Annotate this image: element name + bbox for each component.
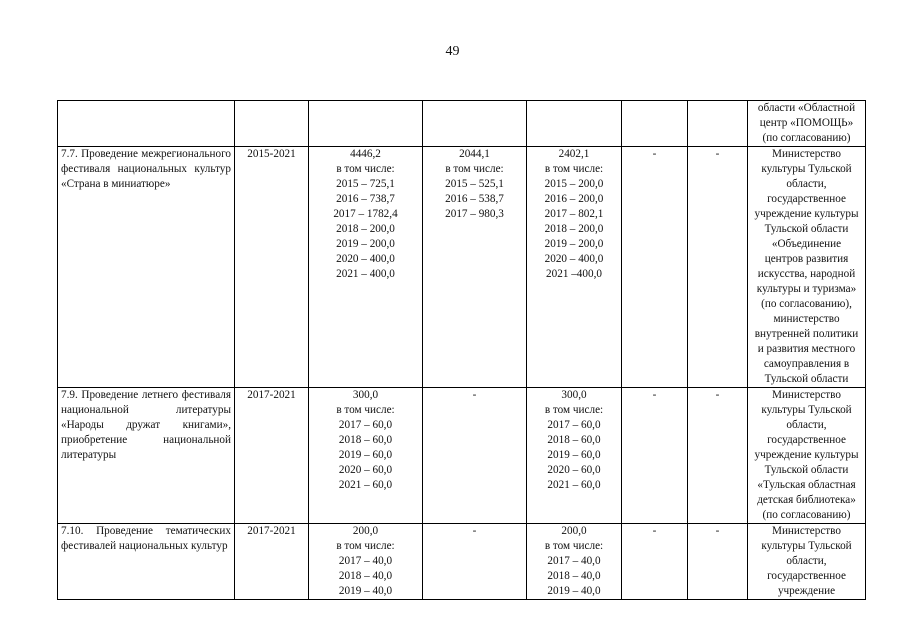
cell-line: 2018 – 60,0 <box>338 434 393 446</box>
cell-line: 2017 – 802,1 <box>544 208 604 220</box>
cell-local: - <box>622 147 688 388</box>
page-number: 49 <box>445 44 460 59</box>
cell-line: 2021 – 400,0 <box>336 268 395 280</box>
cell-line: в том числе: <box>544 404 604 416</box>
cell-line: - <box>472 389 477 401</box>
cell-line: 2019 – 40,0 <box>547 585 601 597</box>
cell-line: 2044,1 <box>459 148 490 160</box>
cell-line: 2016 – 538,7 <box>445 193 504 205</box>
cell-line: 2018 – 40,0 <box>547 570 601 582</box>
cell-line: (по согласованию) <box>762 509 851 521</box>
cell-total <box>309 524 423 600</box>
cell-line: 2015 – 525,1 <box>445 178 504 190</box>
cell-federal <box>423 524 527 600</box>
table-row <box>58 524 866 600</box>
cell-line: 2015 – 725,1 <box>336 178 395 190</box>
cell-total <box>309 388 423 524</box>
cell-line: Тульской области <box>764 464 849 476</box>
cell-line: культуры Тульской <box>761 540 852 552</box>
cell-line: искусства, народной <box>757 268 856 280</box>
cell-line: 2402,1 <box>558 148 590 160</box>
cell-line: самоуправления в <box>763 358 850 370</box>
cell-line: в том числе: <box>544 540 604 552</box>
cell-line: в том числе: <box>336 404 395 416</box>
cell-line: 2018 – 200,0 <box>544 223 604 235</box>
cell-line: учреждение <box>777 585 836 597</box>
cell-line: Тульской области <box>764 373 849 385</box>
cell-line: Министерство <box>772 389 841 401</box>
cell-line: в том числе: <box>336 163 395 175</box>
cell-line: области, <box>786 555 827 567</box>
cell-name: 7.7. Проведение межрегионального фестиваля национальных культур «Страна в миниатюре» <box>58 147 235 388</box>
cell-line: внутренней политики <box>754 328 859 340</box>
cell-regional <box>527 388 622 524</box>
cell-line: детская библиотека» <box>757 494 856 506</box>
cell-line: (по согласованию), <box>761 298 852 310</box>
cell-line: 2019 – 40,0 <box>338 585 393 597</box>
table-row <box>58 388 866 524</box>
cell-line: в том числе: <box>544 163 604 175</box>
cell-regional <box>527 101 622 147</box>
cell-federal <box>423 101 527 147</box>
cell-line: 2016 – 738,7 <box>336 193 395 205</box>
cell-responsible <box>748 147 866 388</box>
cell-other: - <box>688 524 748 600</box>
cell-line: 2017 – 980,3 <box>445 208 504 220</box>
cell-line: центров развития <box>764 253 849 265</box>
cell-line: культуры и туризма» <box>756 283 857 295</box>
cell-line: в том числе: <box>336 540 395 552</box>
cell-line: 2017 – 40,0 <box>338 555 393 567</box>
cell-line: - <box>472 525 477 537</box>
cell-federal <box>423 388 527 524</box>
cell-line: и развития местного <box>757 343 856 355</box>
cell-name <box>58 101 235 147</box>
cell-line: 2021 –400,0 <box>546 268 602 280</box>
cell-line: 2018 – 60,0 <box>547 434 601 446</box>
cell-name: 7.9. Проведение летнего фестиваля национальной литературы «Народы дружат книгами», приобретение национальной литературы <box>58 388 235 524</box>
cell-total <box>309 101 423 147</box>
cell-line: 200,0 <box>561 525 587 537</box>
cell-line: 2019 – 200,0 <box>544 238 604 250</box>
cell-line: в том числе: <box>445 163 504 175</box>
cell-line: Тульской области <box>764 223 849 235</box>
cell-line: центр «ПОМОЩЬ» <box>759 117 854 129</box>
cell-line: 2020 – 400,0 <box>544 253 604 265</box>
cell-line: 300,0 <box>352 389 379 401</box>
cell-line: 2017 – 1782,4 <box>333 208 398 220</box>
cell-other: - <box>688 388 748 524</box>
program-table <box>57 100 866 600</box>
cell-local <box>622 101 688 147</box>
table-row <box>58 147 866 388</box>
cell-local: - <box>622 524 688 600</box>
cell-responsible <box>748 388 866 524</box>
cell-line: 2017 – 40,0 <box>547 555 601 567</box>
cell-line: государственное <box>767 570 846 582</box>
cell-line: 2021 – 60,0 <box>338 479 393 491</box>
cell-line: 300,0 <box>561 389 587 401</box>
cell-line: 2016 – 200,0 <box>544 193 604 205</box>
cell-period: 2017-2021 <box>235 388 309 524</box>
cell-line: 2019 – 60,0 <box>547 449 601 461</box>
cell-local: - <box>622 388 688 524</box>
cell-line: 4446,2 <box>350 148 381 160</box>
cell-line: министерство <box>773 313 840 325</box>
cell-line: культуры Тульской <box>761 404 852 416</box>
cell-period: 2015-2021 <box>235 147 309 388</box>
cell-line: 2017 – 60,0 <box>547 419 601 431</box>
cell-line: 2020 – 400,0 <box>336 253 395 265</box>
cell-line: 2020 – 60,0 <box>338 464 393 476</box>
cell-other: - <box>688 147 748 388</box>
cell-other <box>688 101 748 147</box>
cell-period <box>235 101 309 147</box>
cell-line: 2021 – 60,0 <box>547 479 601 491</box>
cell-line: 2019 – 200,0 <box>336 238 395 250</box>
cell-line: 200,0 <box>352 525 379 537</box>
cell-line: «Тульская областная <box>757 479 856 491</box>
cell-line: (по согласованию) <box>762 132 851 144</box>
cell-responsible <box>748 101 866 147</box>
cell-line: «Объединение <box>771 238 842 250</box>
cell-line: 2017 – 60,0 <box>338 419 393 431</box>
cell-period: 2017-2021 <box>235 524 309 600</box>
cell-regional <box>527 524 622 600</box>
cell-responsible <box>748 524 866 600</box>
cell-regional <box>527 147 622 388</box>
cell-line: государственное <box>767 193 846 205</box>
cell-line: области, <box>786 178 827 190</box>
cell-line: культуры Тульской <box>761 163 852 175</box>
cell-line: государственное <box>767 434 846 446</box>
table-row-continuation <box>58 101 866 147</box>
cell-total <box>309 147 423 388</box>
cell-line: области «Областной <box>757 102 856 114</box>
cell-line: 2019 – 60,0 <box>338 449 393 461</box>
cell-line: Министерство <box>772 525 841 537</box>
cell-name: 7.10. Проведение тематических фестивалей национальных культур <box>58 524 235 600</box>
cell-line: учреждение культуры <box>754 208 859 220</box>
cell-federal <box>423 147 527 388</box>
cell-line: 2020 – 60,0 <box>547 464 601 476</box>
cell-line: 2018 – 40,0 <box>338 570 393 582</box>
cell-line: 2018 – 200,0 <box>336 223 395 235</box>
cell-line: области, <box>786 419 827 431</box>
cell-line: 2015 – 200,0 <box>544 178 604 190</box>
cell-line: учреждение культуры <box>754 449 859 461</box>
cell-line: Министерство <box>772 148 841 160</box>
